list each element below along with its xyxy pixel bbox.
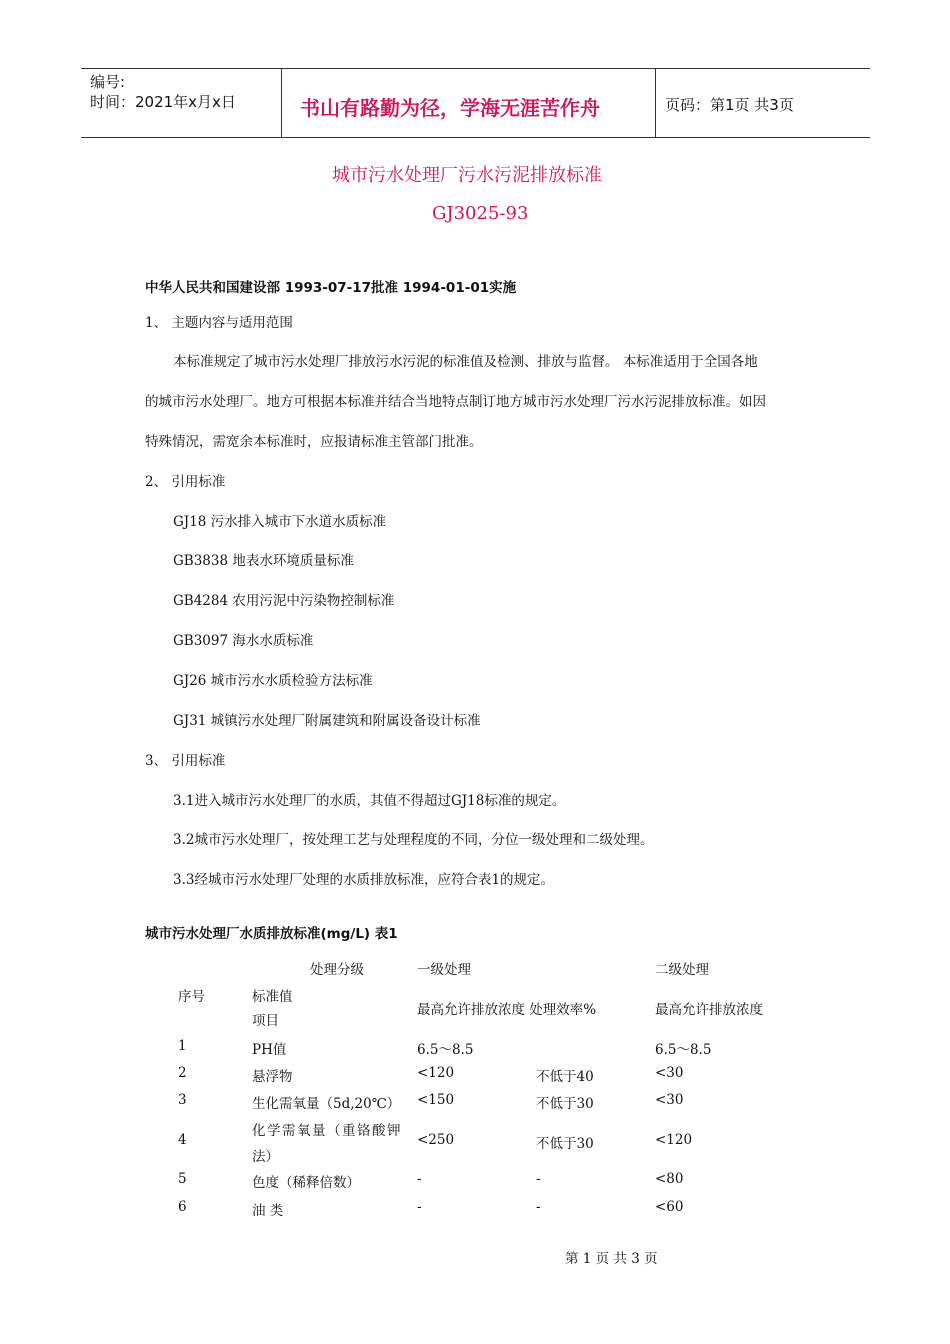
reference-item: GB3838 地表水环境质量标准 [173,553,354,569]
header-time: 时间：2021年x月x日 [90,93,236,111]
doc-title: 城市污水处理厂污水污泥排放标准 [332,165,602,186]
paragraph-line: 的城市污水处理厂。地方可根据本标准并结合当地特点制订地方城市污水处理厂污水污泥排放标准。如因 [145,394,766,410]
table-cell-second-conc: <120 [655,1132,693,1148]
table-cell-item: 化学需氧量（重铬酸钾 [252,1123,402,1139]
clause-item: 3.2城市污水处理厂，按处理工艺与处理程度的不同，分位一级处理和二级处理。 [173,832,654,848]
table-header-first-conc: 最高允许排放浓度 处理效率% [417,1002,597,1018]
table-cell-efficiency: 不低于40 [536,1069,594,1085]
doc-code: GJ3025-93 [432,203,529,224]
header-number: 编号: [90,73,126,91]
paragraph-line: 特殊情况，需宽余本标准时，应报请标准主管部门批准。 [145,434,483,450]
table-cell-item: 悬浮物 [252,1069,293,1085]
table-cell-efficiency: 不低于30 [536,1096,594,1112]
table-cell-item: 油 类 [252,1203,284,1219]
doc-issuer: 中华人民共和国建设部 1993-07-17批准 1994-01-01实施 [145,280,517,296]
reference-item: GJ26 城市污水水质检验方法标准 [173,673,373,689]
header-divider [655,69,656,137]
table-cell-item: PH值 [252,1042,287,1058]
section-heading: 1、 主题内容与适用范围 [145,315,293,331]
table-cell-item: 色度（稀释倍数） [252,1175,360,1191]
clause-item: 3.1进入城市污水处理厂的水质，其值不得超过GJ18标准的规定。 [173,793,566,809]
table-cell-no: 2 [178,1065,187,1081]
table-cell-first-conc: <120 [417,1065,455,1081]
reference-item: GB3097 海水水质标准 [173,633,314,649]
table-header-first: 一级处理 [417,962,471,978]
table-cell-efficiency: 不低于30 [536,1136,594,1152]
table-cell-no: 4 [178,1132,187,1148]
table-header-second: 二级处理 [655,962,709,978]
table-cell-no: 1 [178,1038,187,1054]
reference-item: GB4284 农用污泥中污染物控制标准 [173,593,395,609]
table-cell-first-conc: 6.5～8.5 [417,1042,474,1058]
footer-page-number: 第 1 页 共 3 页 [565,1251,658,1267]
section-heading: 3、 引用标准 [145,753,226,769]
table-cell-efficiency: - [536,1199,541,1215]
table-cell-second-conc: <80 [655,1171,684,1187]
table-header-second-conc: 最高允许排放浓度 [655,1002,763,1018]
header-divider [281,69,282,137]
table-cell-efficiency: - [536,1171,541,1187]
reference-item: GJ18 污水排入城市下水道水质标准 [173,514,387,530]
table-cell-no: 3 [178,1092,187,1108]
header-page-info: 页码：第1页 共3页 [665,96,794,114]
table-cell-no: 6 [178,1199,187,1215]
table-cell-first-conc: - [417,1171,422,1187]
table-cell-first-conc: - [417,1199,422,1215]
reference-item: GJ31 城镇污水处理厂附属建筑和附属设备设计标准 [173,713,481,729]
table-header-grade: 处理分级 [310,962,364,978]
table-header-stdval: 标准值 [252,989,293,1005]
paragraph-line: 本标准规定了城市污水处理厂排放污水污泥的标准值及检测、排放与监督。 本标准适用于全国各地 [173,354,758,370]
header-motto: 书山有路勤为径，学海无涯苦作舟 [300,96,600,120]
table-cell-item-cont: 法） [252,1149,279,1165]
table-cell-second-conc: <30 [655,1065,684,1081]
table-cell-second-conc: <30 [655,1092,684,1108]
section-heading: 2、 引用标准 [145,474,226,490]
table-cell-first-conc: <250 [417,1132,455,1148]
table-header-no: 序号 [178,989,205,1005]
clause-item: 3.3经城市污水处理厂处理的水质排放标准，应符合表1的规定。 [173,872,555,888]
table-header-item: 项目 [252,1013,279,1029]
table-cell-no: 5 [178,1171,187,1187]
table-cell-first-conc: <150 [417,1092,455,1108]
table-cell-second-conc: <60 [655,1199,684,1215]
table-cell-second-conc: 6.5～8.5 [655,1042,712,1058]
table-cell-item: 生化需氧量（5d,20℃） [252,1096,401,1112]
table-caption: 城市污水处理厂水质排放标准(mg/L) 表1 [145,926,398,942]
